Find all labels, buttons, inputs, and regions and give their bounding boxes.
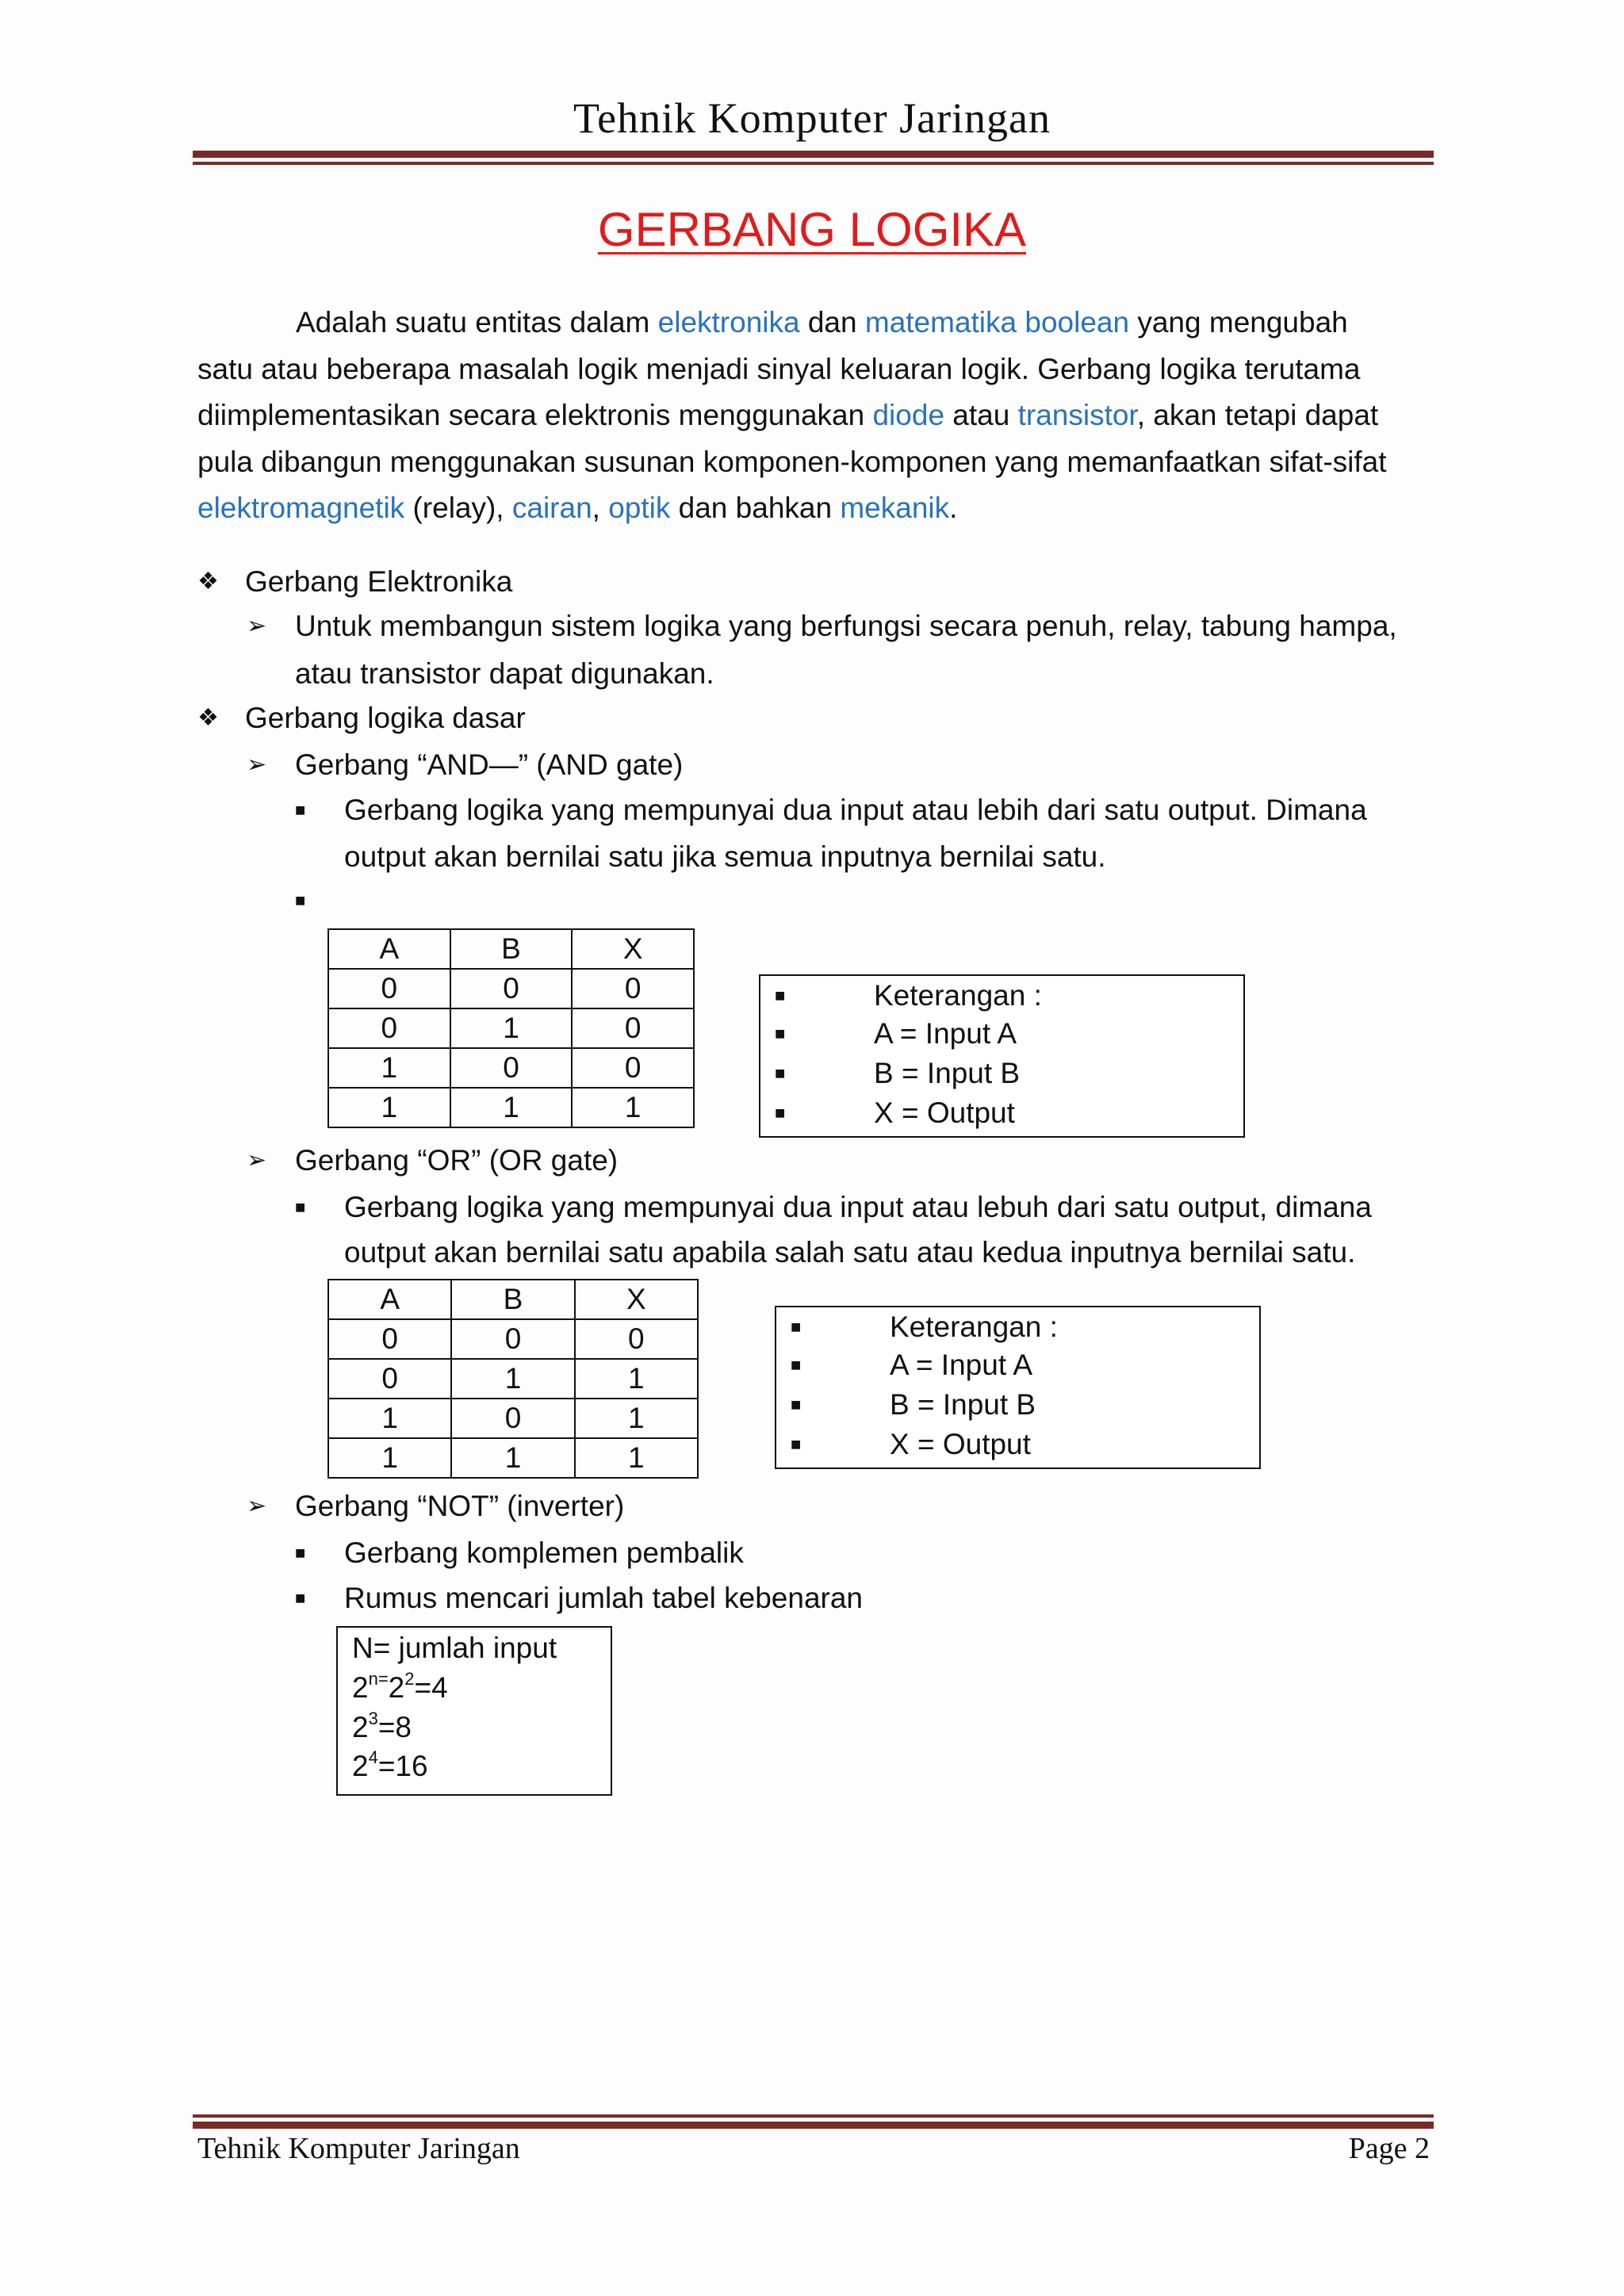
arrow-bullet-icon: ➢ (247, 1493, 267, 1519)
or-desc-line2: output akan bernilai satu apabila salah satu atau kedua inputnya bernilai satu. (344, 1236, 1356, 1269)
and-keterangan-box: ■ Keterangan : ■ A = Input A ■ B = Input B ■ X = Output (759, 974, 1245, 1138)
square-bullet-icon: ■ (791, 1317, 802, 1337)
or-truth-table (327, 1279, 699, 1479)
table-row: 1 0 1 (328, 1399, 698, 1438)
and-desc-line1: Gerbang logika yang mempunyai dua input atau lebih dari satu output. Dimana (344, 794, 1367, 826)
arrow-bullet-icon: ➢ (247, 1147, 267, 1173)
table-row: 0 0 0 (328, 1319, 698, 1359)
diamond-bullet-icon: ❖ (197, 705, 219, 731)
square-bullet-icon: ■ (775, 1063, 786, 1083)
square-bullet-icon: ■ (791, 1355, 802, 1375)
formula-line-2: $2^{n=}2^2=4$ (352, 1669, 448, 1704)
square-bullet-icon: ■ (791, 1395, 802, 1414)
section-title-dasar: Gerbang logika dasar (245, 702, 526, 734)
page-number: Page 2 (1348, 2132, 1430, 2165)
and-gate-title: Gerbang “AND—” (AND gate) (295, 748, 684, 781)
footer-title: Tehnik Komputer Jaringan (197, 2132, 520, 2165)
formula-line-1: N= jumlah input (352, 1632, 557, 1664)
table-row: 0 1 0 (328, 1008, 694, 1048)
table-header-row: A B X (328, 1280, 698, 1319)
table-row: 1 1 1 (328, 1438, 698, 1478)
square-bullet-icon: ■ (791, 1434, 802, 1454)
not-item-2: Rumus mencari jumlah tabel kebenaran (344, 1582, 864, 1614)
square-bullet-icon: ■ (295, 1197, 306, 1217)
and-truth-table (327, 928, 695, 1128)
square-bullet-icon: ■ (295, 1543, 306, 1563)
page-title: GERBANG LOGIKA (597, 203, 1027, 256)
square-bullet-icon: ■ (295, 890, 306, 910)
elektronika-item-line1: Untuk membangun sistem logika yang berfungsi secara penuh, relay, tabung hampa, (295, 610, 1397, 642)
formula-line-3: $2^3=8$ (352, 1709, 412, 1743)
formula-line-4: $2^4=16$ (352, 1747, 428, 1782)
link-mekanik[interactable]: mekanik (840, 492, 950, 524)
elektronika-item-line2: atau transistor dapat digunakan. (295, 657, 714, 690)
link-matematika-boolean[interactable]: matematika boolean (864, 306, 1130, 339)
or-desc-line1: Gerbang logika yang mempunyai dua input atau lebuh dari satu output, dimana (344, 1191, 1372, 1223)
not-gate-title: Gerbang “NOT” (inverter) (295, 1490, 625, 1522)
formula-box (336, 1626, 612, 1796)
diamond-bullet-icon: ❖ (197, 568, 219, 595)
link-elektromagnetik[interactable]: elektromagnetik (197, 492, 405, 524)
table-row: 0 0 0 (328, 969, 694, 1008)
square-bullet-icon: ■ (775, 1024, 786, 1043)
link-diode[interactable]: diode (872, 399, 945, 431)
link-transistor[interactable]: transistor (1017, 399, 1137, 431)
table-row: 0 1 1 (328, 1359, 698, 1399)
intro-paragraph: Adalah suatu entitas dalam elektronika dan matematika boolean yang mengubah satu atau beberapa masalah logik menjadi sinyal keluaran logik. Gerbang logika terutama diimplementasikan secara elektronis menggunakan diode atau transistor, akan tetapi dapat pula dibangun menggunakan susunan komponen-komponen yang memanfaatkan sifat-sifat elektromagnetik (relay), cairan, optik dan bahkan mekanik. (197, 306, 1387, 524)
or-keterangan-box: ■ Keterangan : ■ A = Input A ■ B = Input B ■ X = Output (775, 1306, 1261, 1469)
square-bullet-icon: ■ (775, 985, 786, 1005)
arrow-bullet-icon: ➢ (247, 613, 267, 639)
square-bullet-icon: ■ (775, 1103, 786, 1123)
or-gate-title: Gerbang “OR” (OR gate) (295, 1144, 619, 1177)
link-optik[interactable]: optik (608, 492, 671, 524)
table-row: 1 0 0 (328, 1048, 694, 1088)
link-cairan[interactable]: cairan (511, 492, 592, 524)
table-row: 1 1 1 (328, 1088, 694, 1127)
page-header-title: Tehnik Komputer Jaringan (573, 94, 1051, 142)
link-elektronika[interactable]: elektronika (657, 306, 800, 339)
footer-rule (193, 2114, 1434, 2129)
square-bullet-icon: ■ (295, 800, 306, 820)
square-bullet-icon: ■ (295, 1588, 306, 1608)
not-item-1: Gerbang komplemen pembalik (344, 1536, 744, 1569)
and-desc-line2: output akan bernilai satu jika semua inputnya bernilai satu. (344, 840, 1106, 873)
arrow-bullet-icon: ➢ (247, 752, 267, 778)
table-header-row: A B X (328, 929, 694, 969)
header-rule (193, 151, 1434, 165)
section-title-elektronika: Gerbang Elektronika (245, 565, 513, 598)
